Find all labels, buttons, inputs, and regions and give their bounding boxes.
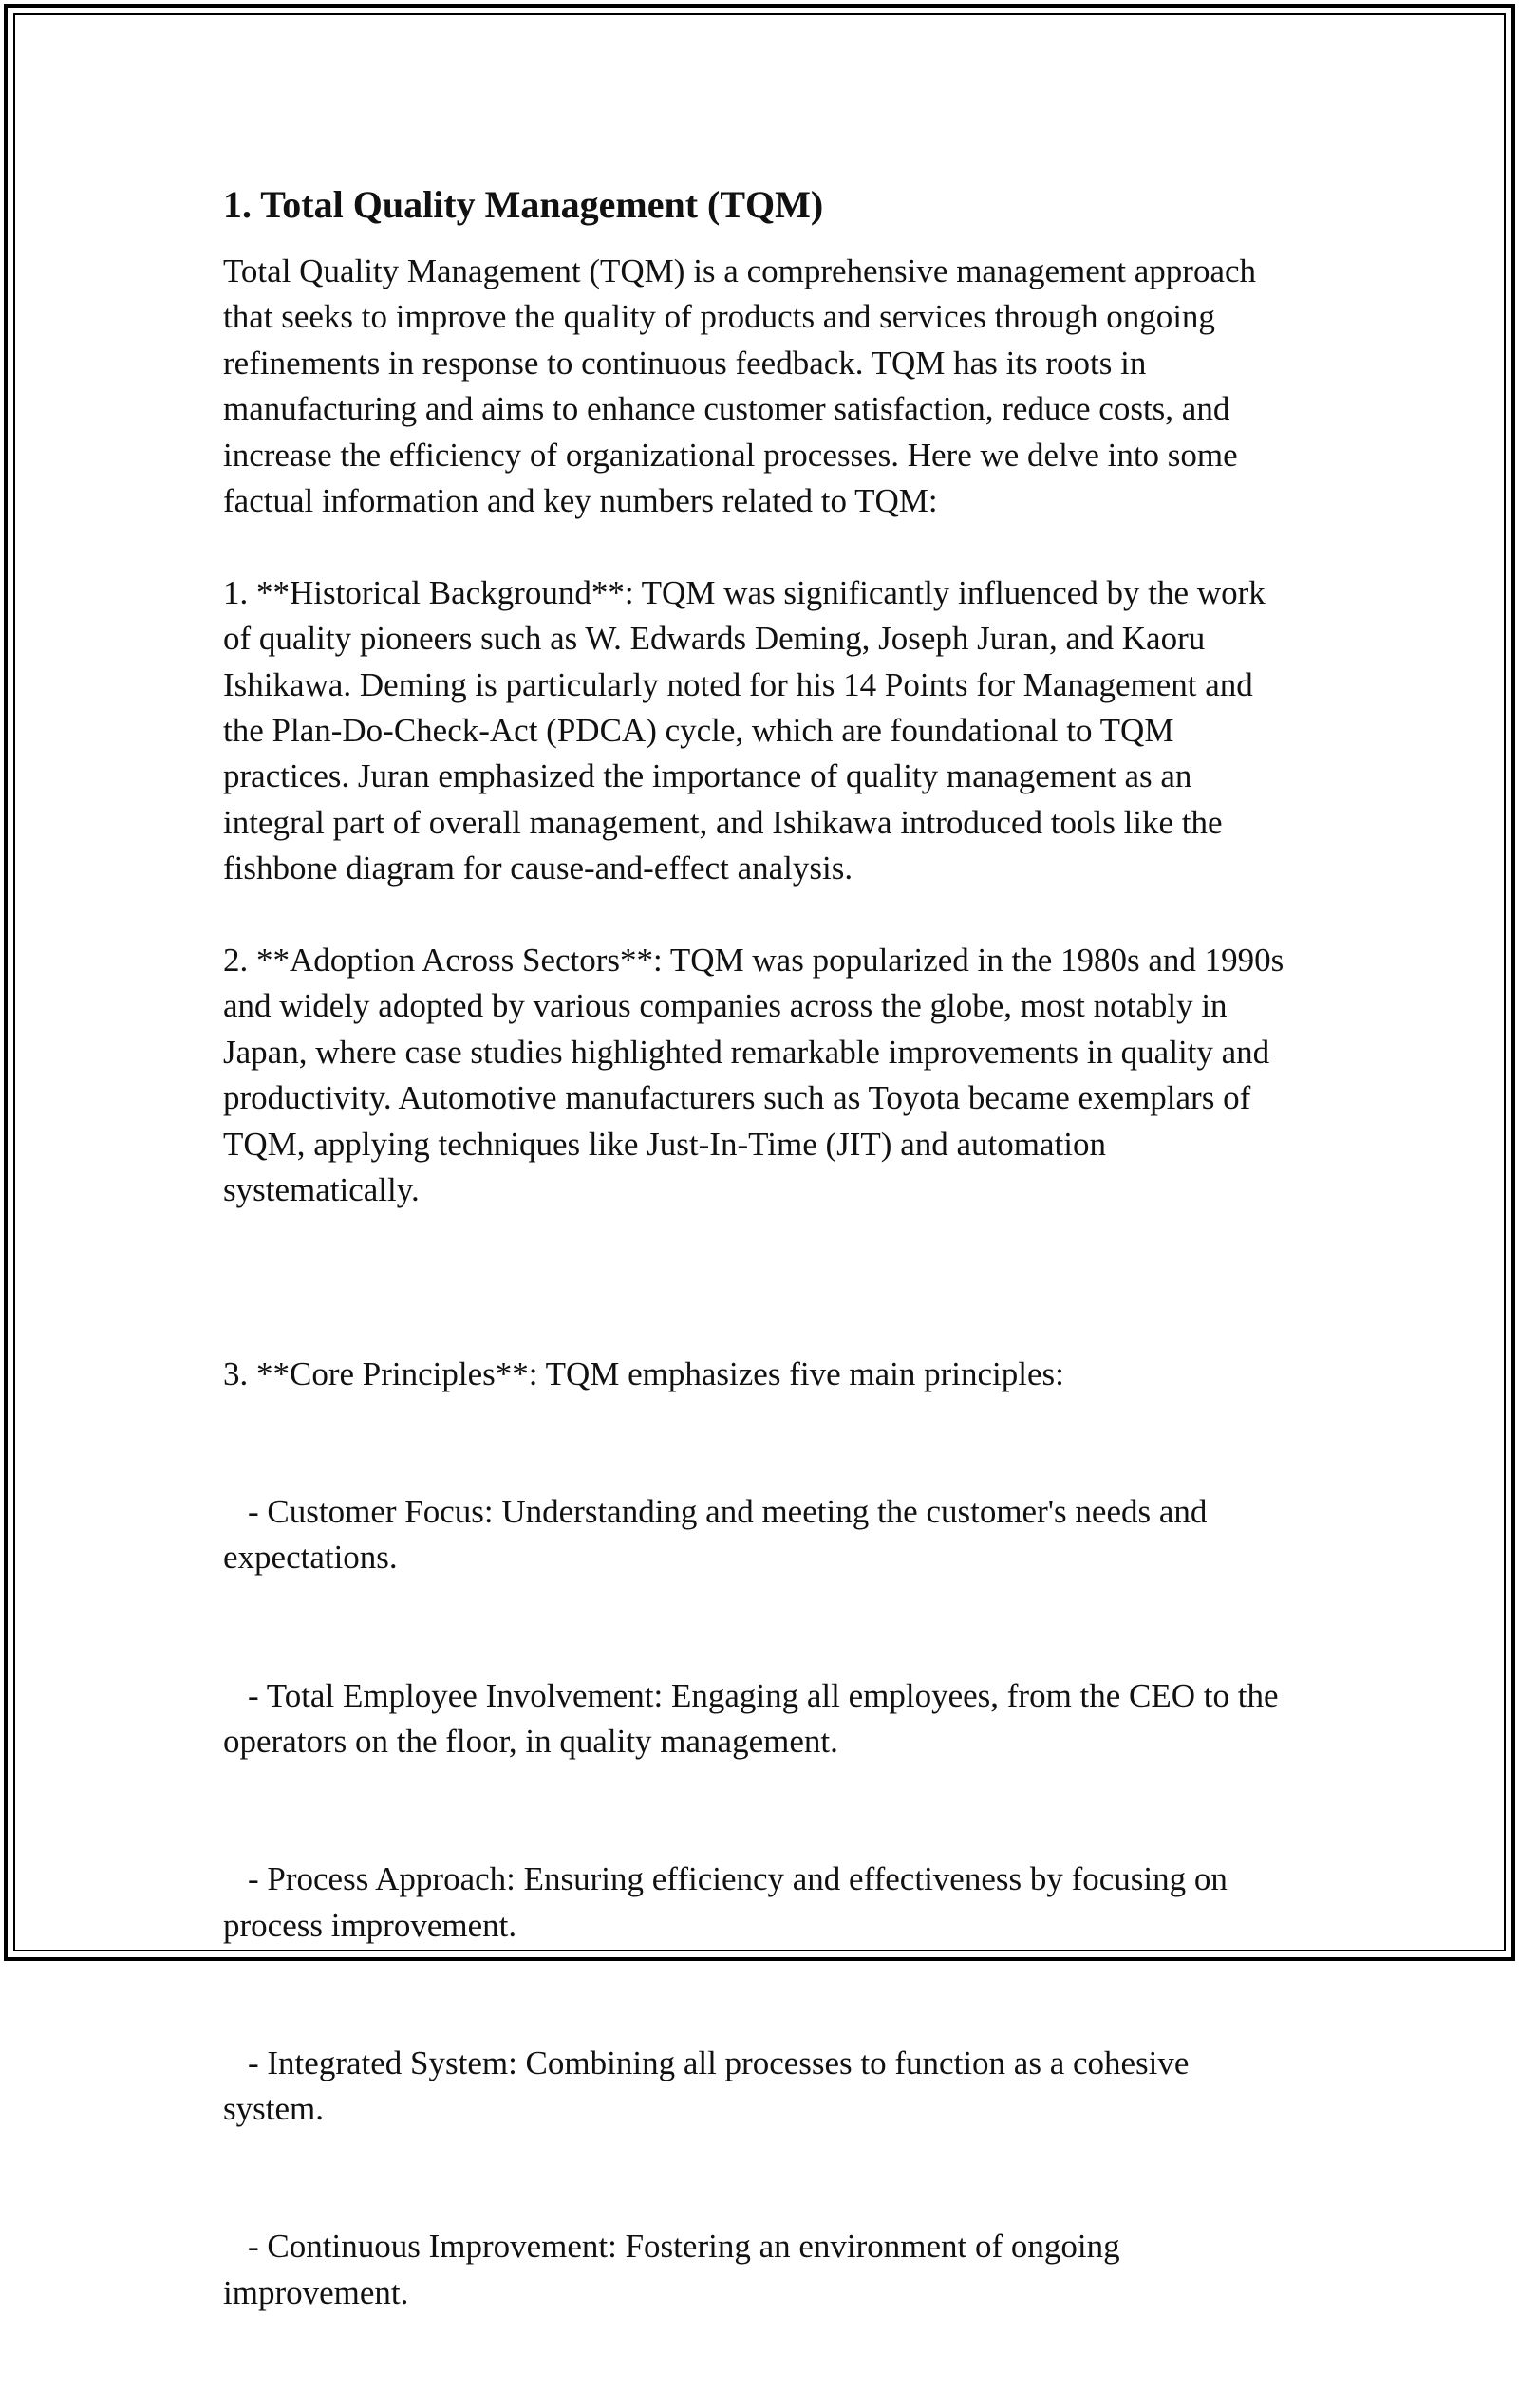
point-historical-background: 1. **Historical Background**: TQM was significantly influenced by the work of quality pioneers such as W. Edwards Deming, Joseph Juran, and Kaoru Ishikawa. Deming is particularly noted for his 14 Points for Management and the Plan-Do-Check-Act (PDCA) cycle, which are foundational to TQM practices. Juran emphasized the importance of quality management as an integral part of overall management, and Ishikawa introduced tools like the fishbone diagram for cause-and-effect analysis.	[223, 573, 1274, 887]
principle-item	[223, 2224, 1296, 2316]
principle-customer-focus: - Customer Focus: Understanding and meeting the customer's needs and expectations.	[223, 1492, 1216, 1577]
principle-process-approach: - Process Approach: Ensuring efficiency and effectiveness by focusing on process improvement.	[223, 1860, 1236, 1944]
core-principles-section	[223, 1260, 1296, 2408]
point-adoption-across-sectors: 2. **Adoption Across Sectors**: TQM was popularized in the 1980s and 1990s and widely adopted by various companies across the globe, most notably in Japan, where case studies highlighted remarkable improvements in quality and productivity. Automotive manufacturers such as Toyota became exemplars of TQM, applying techniques like Just-In-Time (JIT) and automation systematically.	[223, 942, 1293, 1209]
core-principles-heading: 3. **Core Principles**: TQM emphasizes five main principles:	[223, 1354, 1064, 1392]
principle-item	[223, 1857, 1296, 1949]
principle-integrated-system: - Integrated System: Combining all processes to function as a cohesive system.	[223, 2044, 1198, 2128]
document-title: 1. Total Quality Management (TQM)	[223, 183, 824, 226]
principle-item	[223, 2041, 1296, 2133]
principle-item	[223, 1673, 1296, 1765]
principle-item	[223, 1489, 1296, 1581]
document-body	[223, 178, 1296, 2408]
principle-total-employee-involvement: - Total Employee Involvement: Engaging all employees, from the CEO to the operators on the floor, in quality management.	[223, 1676, 1287, 1760]
principle-continuous-improvement: - Continuous Improvement: Fostering an environment of ongoing improvement.	[223, 2228, 1129, 2311]
intro-paragraph: Total Quality Management (TQM) is a comprehensive management approach that seeks to improve the quality of products and services through ongoing refinements in response to continuous feedback. TQM has its roots in manufacturing and aims to enhance customer satisfaction, reduce costs, and increase the efficiency of organizational processes. Here we delve into some factual information and key numbers related to TQM:	[223, 252, 1265, 520]
